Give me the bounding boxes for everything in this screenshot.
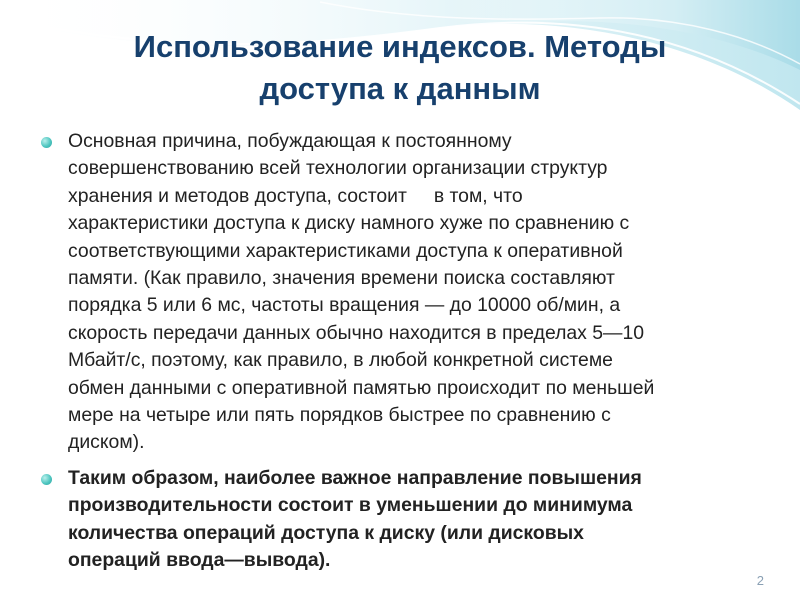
- slide-title-line-1: Использование индексов. Методы: [133, 29, 667, 64]
- bullet-1-line: Мбайт/с, поэтому, как правило, в любой конкретной системе: [68, 349, 613, 372]
- bullet-1-line: Основная причина, побуждающая к постоянному: [68, 130, 512, 152]
- bullet-2-line: производительности состоит в уменьшении до минимума: [68, 494, 633, 517]
- slide-page-number: 2: [756, 573, 764, 588]
- bullet-item-main-reason: [38, 128, 778, 457]
- bullet-1-line: мере на четыре или пять порядков быстрее по сравнению с: [68, 404, 611, 427]
- bullet-2-line: Таким образом, наиболее важное направление повышения: [68, 466, 642, 489]
- bullet-1-line: соответствующими характеристиками доступа к оперативной: [68, 239, 623, 262]
- bullet-1-line: характеристики доступа к диску намного хуже по сравнению с: [68, 212, 630, 235]
- bullet-dot-icon: [41, 137, 52, 148]
- bullet-2-line: количества операций доступа к диску (или дисковых: [68, 521, 584, 544]
- bullet-1-line: скорость передачи данных обычно находится в пределах 5—10: [68, 321, 645, 344]
- bullet-item-conclusion: [38, 465, 778, 575]
- bullet-1-line: диском).: [68, 431, 145, 454]
- slide-content: [38, 128, 778, 575]
- bullet-1-line: совершенствованию всей технологии организации структур: [68, 157, 608, 180]
- bullet-1-line: хранения и методов доступа, состоит в том, что: [68, 184, 523, 207]
- slide-title: [40, 26, 760, 110]
- slide-title-line-2: доступа к данным: [259, 71, 541, 106]
- bullet-2-line: операций ввода—вывода).: [68, 549, 331, 572]
- bullet-1-line: памяти. (Как правило, значения времени поиска составляют: [68, 267, 615, 290]
- bullet-dot-icon: [41, 474, 52, 485]
- bullet-1-line: порядка 5 или 6 мс, частоты вращения — до 10000 об/мин, а: [68, 294, 621, 317]
- bullet-1-line: обмен данными с оперативной памятью происходит по меньшей: [68, 376, 655, 399]
